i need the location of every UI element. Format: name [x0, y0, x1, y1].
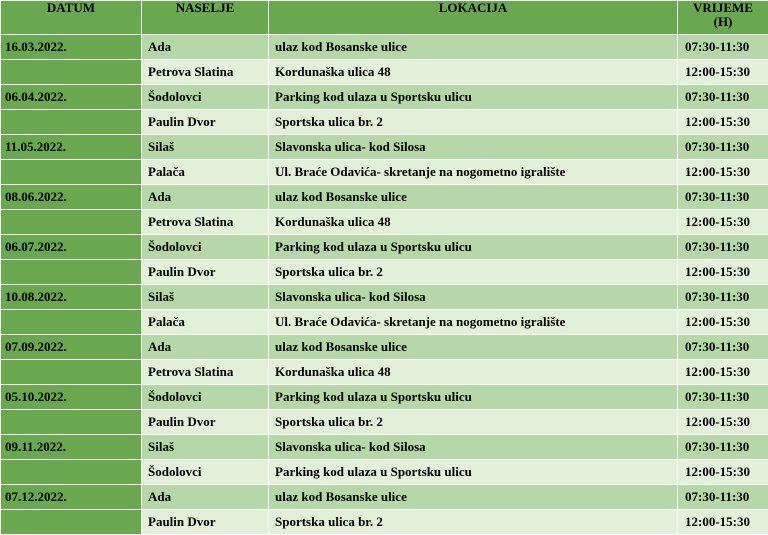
naselje-cell: Ada: [142, 35, 269, 60]
header-lokacija: LOKACIJA: [269, 1, 678, 35]
lokacija-cell: Parking kod ulaza u Sportsku ulicu: [269, 85, 678, 110]
lokacija-cell: Ul. Braće Odavića- skretanje na nogometno igralište: [269, 310, 678, 335]
date-cell: [1, 160, 142, 185]
table-row: [1, 260, 768, 285]
lokacija-cell: ulaz kod Bosanske ulice: [269, 35, 678, 60]
lokacija-cell: ulaz kod Bosanske ulice: [269, 335, 678, 360]
vrijeme-cell: 07:30-11:30: [678, 435, 768, 460]
table-row: [1, 410, 768, 435]
header-vrijeme: [678, 1, 768, 35]
naselje-cell: Šodolovci: [142, 85, 269, 110]
lokacija-cell: Ul. Braće Odavića- skretanje na nogometno igralište: [269, 160, 678, 185]
date-cell: 06.07.2022.: [1, 235, 142, 260]
table-row: [1, 110, 768, 135]
vrijeme-cell: 12:00-15:30: [678, 110, 768, 135]
table-row: [1, 335, 768, 360]
naselje-cell: Paulin Dvor: [142, 110, 269, 135]
date-cell: [1, 460, 142, 485]
table-row: [1, 460, 768, 485]
date-cell: 09.11.2022.: [1, 435, 142, 460]
date-cell: 11.05.2022.: [1, 135, 142, 160]
lokacija-cell: ulaz kod Bosanske ulice: [269, 185, 678, 210]
vrijeme-cell: 07:30-11:30: [678, 35, 768, 60]
naselje-cell: Paulin Dvor: [142, 510, 269, 535]
date-cell: [1, 60, 142, 85]
table-row: [1, 185, 768, 210]
naselje-cell: Petrova Slatina: [142, 360, 269, 385]
table-row: [1, 210, 768, 235]
vrijeme-cell: 07:30-11:30: [678, 135, 768, 160]
lokacija-cell: Slavonska ulica- kod Silosa: [269, 285, 678, 310]
date-cell: 07.12.2022.: [1, 485, 142, 510]
naselje-cell: Paulin Dvor: [142, 410, 269, 435]
date-cell: 07.09.2022.: [1, 335, 142, 360]
date-cell: [1, 410, 142, 435]
naselje-cell: Šodolovci: [142, 385, 269, 410]
lokacija-cell: Kordunaška ulica 48: [269, 360, 678, 385]
date-cell: 08.06.2022.: [1, 185, 142, 210]
vrijeme-cell: 07:30-11:30: [678, 385, 768, 410]
naselje-cell: Šodolovci: [142, 235, 269, 260]
vrijeme-cell: 12:00-15:30: [678, 360, 768, 385]
vrijeme-cell: 12:00-15:30: [678, 210, 768, 235]
lokacija-cell: Parking kod ulaza u Sportsku ulicu: [269, 385, 678, 410]
lokacija-cell: Slavonska ulica- kod Silosa: [269, 135, 678, 160]
date-cell: 10.08.2022.: [1, 285, 142, 310]
naselje-cell: Paulin Dvor: [142, 260, 269, 285]
table-row: [1, 360, 768, 385]
table-row: [1, 35, 768, 60]
naselje-cell: Šodolovci: [142, 460, 269, 485]
vrijeme-cell: 12:00-15:30: [678, 310, 768, 335]
date-cell: 06.04.2022.: [1, 85, 142, 110]
lokacija-cell: Parking kod ulaza u Sportsku ulicu: [269, 460, 678, 485]
naselje-cell: Petrova Slatina: [142, 60, 269, 85]
lokacija-cell: Slavonska ulica- kod Silosa: [269, 435, 678, 460]
vrijeme-cell: 12:00-15:30: [678, 460, 768, 485]
table-row: [1, 135, 768, 160]
table-row: [1, 235, 768, 260]
lokacija-cell: Sportska ulica br. 2: [269, 410, 678, 435]
table-row: [1, 510, 768, 535]
lokacija-cell: Kordunaška ulica 48: [269, 60, 678, 85]
naselje-cell: Palača: [142, 310, 269, 335]
date-cell: [1, 510, 142, 535]
vrijeme-cell: 12:00-15:30: [678, 510, 768, 535]
header-vrijeme-line2: (H): [678, 15, 768, 29]
header-vrijeme-line1: VRIJEME: [678, 1, 768, 15]
lokacija-cell: Sportska ulica br. 2: [269, 110, 678, 135]
vrijeme-cell: 07:30-11:30: [678, 485, 768, 510]
header-datum: DATUM: [1, 1, 142, 35]
naselje-cell: Ada: [142, 185, 269, 210]
naselje-cell: Silaš: [142, 285, 269, 310]
vrijeme-cell: 12:00-15:30: [678, 160, 768, 185]
table-row: [1, 60, 768, 85]
naselje-cell: Palača: [142, 160, 269, 185]
naselje-cell: Silaš: [142, 435, 269, 460]
vrijeme-cell: 07:30-11:30: [678, 235, 768, 260]
date-cell: [1, 260, 142, 285]
date-cell: 16.03.2022.: [1, 35, 142, 60]
table-row: [1, 85, 768, 110]
date-cell: [1, 310, 142, 335]
naselje-cell: Ada: [142, 335, 269, 360]
header-naselje: NASELJE: [142, 1, 269, 35]
lokacija-cell: ulaz kod Bosanske ulice: [269, 485, 678, 510]
date-cell: [1, 110, 142, 135]
header-row: [1, 1, 768, 35]
date-cell: [1, 360, 142, 385]
lokacija-cell: Kordunaška ulica 48: [269, 210, 678, 235]
lokacija-cell: Parking kod ulaza u Sportsku ulicu: [269, 235, 678, 260]
lokacija-cell: Sportska ulica br. 2: [269, 510, 678, 535]
table-row: [1, 285, 768, 310]
naselje-cell: Petrova Slatina: [142, 210, 269, 235]
table-row: [1, 485, 768, 510]
naselje-cell: Silaš: [142, 135, 269, 160]
naselje-cell: Ada: [142, 485, 269, 510]
vrijeme-cell: 12:00-15:30: [678, 260, 768, 285]
vrijeme-cell: 07:30-11:30: [678, 85, 768, 110]
date-cell: [1, 210, 142, 235]
table-row: [1, 385, 768, 410]
vrijeme-cell: 07:30-11:30: [678, 285, 768, 310]
table-row: [1, 310, 768, 335]
vrijeme-cell: 07:30-11:30: [678, 335, 768, 360]
lokacija-cell: Sportska ulica br. 2: [269, 260, 678, 285]
table-row: [1, 160, 768, 185]
table-row: [1, 435, 768, 460]
vrijeme-cell: 12:00-15:30: [678, 410, 768, 435]
date-cell: 05.10.2022.: [1, 385, 142, 410]
vrijeme-cell: 12:00-15:30: [678, 60, 768, 85]
vrijeme-cell: 07:30-11:30: [678, 185, 768, 210]
